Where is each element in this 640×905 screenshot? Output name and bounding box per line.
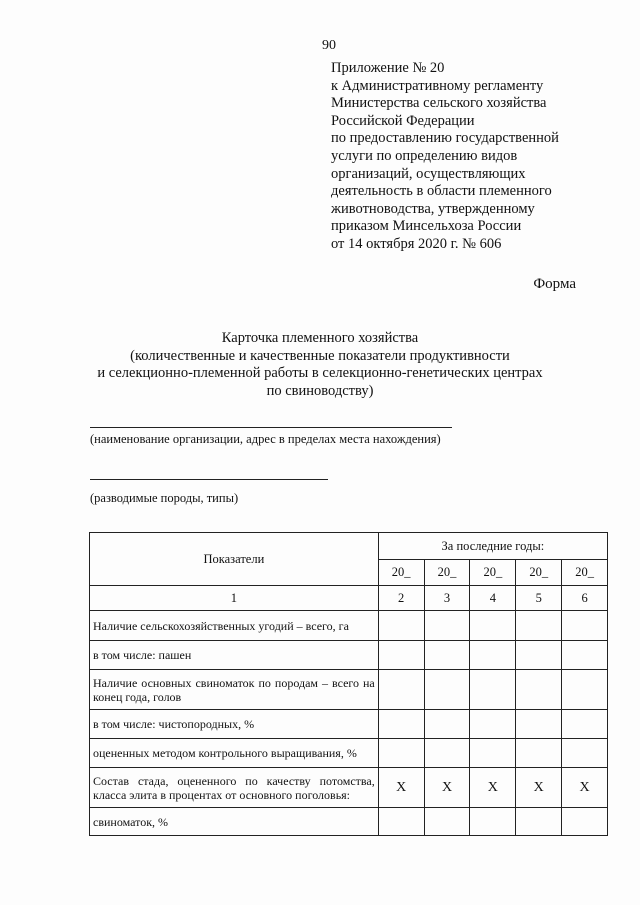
value-cell	[378, 641, 424, 670]
value-cell	[470, 739, 516, 768]
appendix-line: Приложение № 20	[331, 60, 445, 76]
title-line: и селекционно-племенной работы в селекционно-генетических центрах	[97, 365, 543, 381]
appendix-line: услуги по определению видов	[331, 147, 518, 164]
title-line: (количественные и качественные показатели продуктивности	[130, 347, 510, 364]
year-cell: 20_	[424, 560, 470, 586]
column-number: 5	[516, 586, 562, 611]
value-cell	[378, 808, 424, 836]
value-cell: Х	[516, 768, 562, 808]
appendix-line: животноводства, утвержденному	[331, 200, 535, 217]
table-row	[90, 641, 608, 670]
value-cell	[424, 641, 470, 670]
table-column-numbers-row	[90, 586, 608, 611]
indicators-table	[89, 532, 608, 836]
value-cell	[424, 739, 470, 768]
value-cell: Х	[378, 768, 424, 808]
row-label: в том числе: пашен	[90, 641, 379, 670]
column-number: 6	[562, 586, 608, 611]
value-cell	[562, 808, 608, 836]
value-cell	[470, 611, 516, 641]
appendix-line: по предоставлению государственной	[331, 130, 559, 147]
appendix-line: организаций, осуществляющих	[331, 165, 526, 182]
value-cell	[516, 611, 562, 641]
title-line: Карточка племенного хозяйства	[221, 330, 419, 346]
value-cell	[562, 611, 608, 641]
breeds-caption: (разводимые породы, типы)	[90, 491, 239, 505]
document-title	[60, 330, 580, 400]
table-row	[90, 710, 608, 739]
appendix-line: Российской Федерации	[331, 112, 475, 129]
column-number: 2	[378, 586, 424, 611]
value-cell	[424, 670, 470, 710]
table-row	[90, 739, 608, 768]
column-number: 4	[470, 586, 516, 611]
year-cell: 20_	[562, 560, 608, 586]
table-header-row	[90, 533, 608, 560]
table-row	[90, 768, 608, 808]
value-cell	[562, 739, 608, 768]
column-number: 3	[424, 586, 470, 611]
breeds-fill-line	[90, 479, 328, 480]
value-cell	[470, 641, 516, 670]
row-label: Состав стада, оцененного по качеству потомства, класса элита в процентах от основного поголовья:	[90, 768, 379, 808]
value-cell	[424, 611, 470, 641]
appendix-line: приказом Минсельхоза России	[331, 218, 522, 235]
value-cell	[516, 710, 562, 739]
value-cell	[470, 710, 516, 739]
header-indicators: Показатели	[90, 533, 379, 586]
year-cell: 20_	[516, 560, 562, 586]
header-years: За последние годы:	[378, 533, 607, 560]
appendix-line: к Административному регламенту	[331, 77, 544, 94]
row-label: Наличие сельскохозяйственных угодий – всего, га	[90, 611, 379, 641]
value-cell	[470, 670, 516, 710]
column-number: 1	[90, 586, 379, 611]
page-number: 90	[322, 38, 336, 53]
table-row	[90, 808, 608, 836]
organization-caption: (наименование организации, адрес в пределах места нахождения)	[90, 432, 441, 446]
value-cell	[378, 611, 424, 641]
row-label: в том числе: чистопородных, %	[90, 710, 379, 739]
row-label: оцененных методом контрольного выращивания, %	[90, 739, 379, 768]
value-cell	[516, 641, 562, 670]
value-cell	[516, 739, 562, 768]
year-cell: 20_	[470, 560, 516, 586]
row-label: Наличие основных свиноматок по породам – всего на конец года, голов	[90, 670, 379, 710]
value-cell	[378, 710, 424, 739]
year-cell: 20_	[378, 560, 424, 586]
appendix-line: деятельность в области племенного	[331, 183, 552, 200]
form-label: Форма	[533, 276, 576, 292]
value-cell: Х	[470, 768, 516, 808]
value-cell: Х	[562, 768, 608, 808]
value-cell	[424, 808, 470, 836]
value-cell: Х	[424, 768, 470, 808]
row-label: свиноматок, %	[90, 808, 379, 836]
table-row	[90, 611, 608, 641]
value-cell	[378, 739, 424, 768]
appendix-line: от 14 октября 2020 г. № 606	[331, 235, 502, 252]
value-cell	[562, 641, 608, 670]
appendix-block	[331, 60, 559, 254]
value-cell	[562, 710, 608, 739]
value-cell	[378, 670, 424, 710]
value-cell	[516, 670, 562, 710]
organization-fill-line	[90, 427, 452, 428]
appendix-line: Министерства сельского хозяйства	[331, 95, 547, 112]
title-line: по свиноводству)	[266, 382, 374, 399]
value-cell	[470, 808, 516, 836]
value-cell	[424, 710, 470, 739]
table-row	[90, 670, 608, 710]
value-cell	[562, 670, 608, 710]
value-cell	[516, 808, 562, 836]
